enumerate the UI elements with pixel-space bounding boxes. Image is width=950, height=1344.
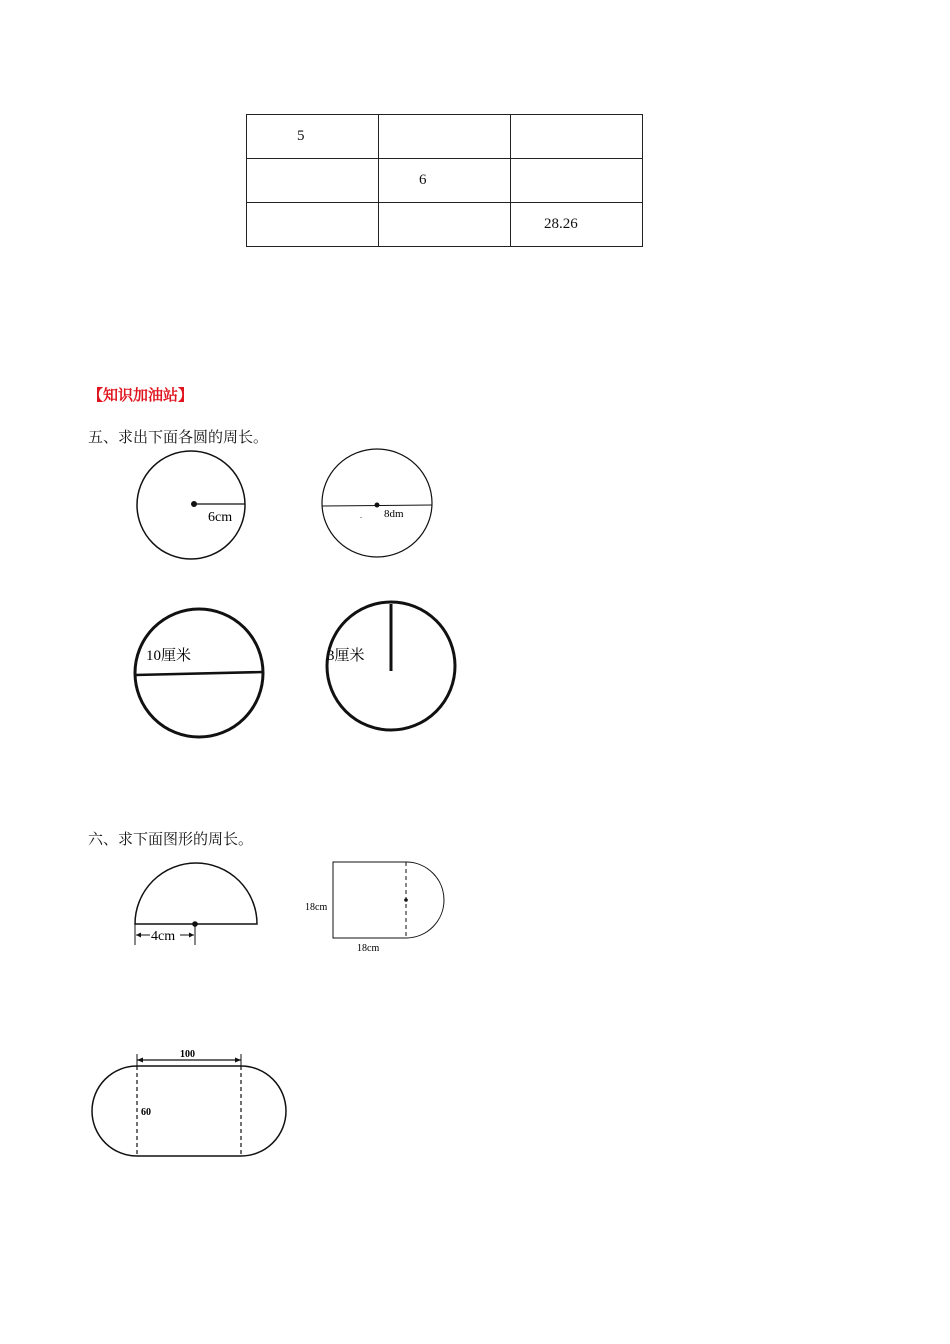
stray-mark: . (360, 511, 362, 520)
square-semicircle-figure (305, 862, 444, 954)
label-60: 60 (141, 1107, 151, 1118)
question-6-text: 六、求下面图形的周长。 (88, 830, 254, 848)
label-18cm-left: 18cm (305, 902, 328, 913)
label-6cm: 6cm (208, 510, 233, 525)
section-title: 【知识加油站】 (88, 386, 194, 404)
label-100: 100 (180, 1049, 195, 1060)
question-5-text: 五、求出下面各圆的周长。 (88, 428, 269, 446)
label-8dm: 8dm (384, 508, 404, 520)
circle-figure-radius (137, 451, 245, 559)
table-cell: 28.26 (511, 203, 643, 247)
circle-figure-thick-diameter (135, 609, 263, 737)
circle-figure-diameter (322, 449, 432, 557)
label-18cm-bottom: 18cm (357, 943, 380, 954)
semicircle-figure (135, 863, 257, 945)
table-cell: 6 (379, 159, 511, 203)
label-10cm: 10厘米 (146, 648, 192, 664)
table-cell: 5 (247, 115, 379, 159)
label-3cm: 3厘米 (327, 648, 365, 664)
circle-figure-thick-radius (327, 602, 455, 730)
label-4cm: 4cm (151, 929, 176, 944)
track-figure (92, 1049, 286, 1156)
